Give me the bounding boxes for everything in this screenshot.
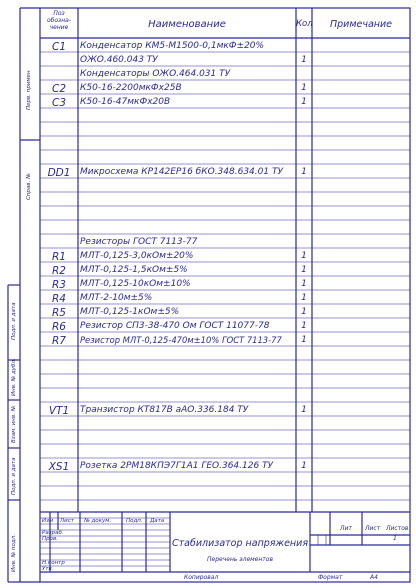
row-qty: 1 [301, 321, 307, 331]
row-name: ОЖО.460.043 ТУ [80, 55, 158, 65]
side-label-inv-dubl: Инв. № дубл. [11, 358, 17, 396]
row-name: МЛТ-0,125-1кОм±5% [80, 307, 180, 317]
row-name: Резистор СП3-38-470 Ом ГОСТ 11077-78 [80, 321, 270, 331]
side-label-podp-data-2: Подп. и дата [11, 457, 17, 495]
tb-listov-value: 1 [393, 535, 397, 542]
side-label-podp-data-1: Подп. и дата [11, 302, 17, 340]
row-pos: R4 [52, 293, 66, 305]
tb-format-value: А4 [370, 574, 378, 581]
header-qty: Кол [296, 19, 313, 29]
header-name: Наименование [148, 19, 226, 30]
tb-kopiroval: Копировал [184, 574, 219, 581]
row-qty: 1 [301, 265, 307, 275]
side-label-sprav: Справ. № [26, 173, 32, 200]
row-name: К50-16-2200мкФх25В [80, 83, 182, 93]
row-qty: 1 [301, 307, 307, 317]
row-name: Конденсаторы ОЖО.464.031 ТУ [80, 69, 231, 79]
row-qty: 1 [301, 405, 307, 415]
row-pos: R2 [52, 265, 66, 277]
row-qty: 1 [301, 251, 307, 261]
row-name: МЛТ-0,125-1,5кОм±5% [80, 265, 188, 275]
row-pos: R7 [52, 335, 66, 347]
tb-list2-label: Лист [365, 525, 381, 532]
row-pos: VT1 [48, 405, 70, 417]
row-pos: XS1 [48, 461, 70, 473]
row-qty: 1 [301, 97, 307, 107]
row-name: МЛТ-0,125-3,0кОм±20% [80, 251, 194, 261]
tb-lit-label: Лит [340, 525, 352, 532]
row-name: Розетка 2РМ18КПЭ7Г1А1 ГЕО.364.126 ТУ [80, 461, 274, 471]
row-pos: R3 [52, 279, 66, 291]
row-qty: 1 [301, 461, 307, 471]
header-note: Примечание [329, 19, 393, 30]
side-label-perv-primen: Перв. примен [26, 70, 32, 110]
row-name: К50-16-47мкФх20В [80, 97, 171, 107]
row-name: Транзистор КТ817В аАО.336.184 ТУ [80, 405, 249, 415]
row-pos: R5 [52, 307, 66, 319]
tb-listov-label: Листов [386, 525, 409, 532]
side-label-inv-podl: Инв. № подл. [11, 534, 17, 572]
document-title: Стабилизатор напряжения [172, 538, 309, 549]
row-pos: C2 [51, 83, 66, 95]
row-name: Микросхема КР142ЕР16 бКО.348.634.01 ТУ [80, 167, 283, 177]
tb-razrab: Разраб. [42, 530, 64, 536]
row-name: Резисторы ГОСТ 7113-77 [80, 237, 198, 247]
tb-list: Лист [60, 518, 74, 524]
tb-izm: Изм [42, 518, 54, 524]
row-qty: 1 [301, 55, 307, 65]
header-pos: Поз обозна- чение [47, 10, 71, 31]
tb-prov: Пров. [42, 536, 58, 542]
document-subtitle: Перечень элементов [207, 556, 273, 563]
tb-data: Дата [150, 518, 165, 524]
row-qty: 1 [301, 83, 307, 93]
tb-n-dokum: № докум. [84, 518, 112, 524]
row-qty: 1 [301, 293, 307, 303]
row-pos: R6 [52, 321, 66, 333]
tb-n-kontr: Н.контр [42, 560, 65, 566]
row-pos: C3 [51, 97, 66, 109]
row-pos: C1 [51, 41, 66, 53]
tb-format: Формат [318, 574, 343, 581]
side-label-vzam-inv: Взам. инв. № [11, 405, 17, 443]
row-name: МЛТ-0,125-10кОм±10% [80, 279, 191, 289]
row-qty: 1 [301, 279, 307, 289]
row-qty: 1 [301, 167, 307, 177]
row-name: Резистор МЛТ-0,125-470м±10% ГОСТ 7113-77 [80, 335, 282, 345]
row-name: МЛТ-2-10м±5% [80, 293, 153, 303]
row-qty: 1 [301, 335, 307, 345]
tb-utv: Утв. [42, 566, 54, 572]
tb-podp: Подп. [126, 518, 143, 524]
row-pos: DD1 [47, 167, 71, 179]
row-pos: R1 [52, 251, 66, 263]
row-name: Конденсатор КМ5-М1500-0,1мкФ±20% [80, 41, 265, 51]
